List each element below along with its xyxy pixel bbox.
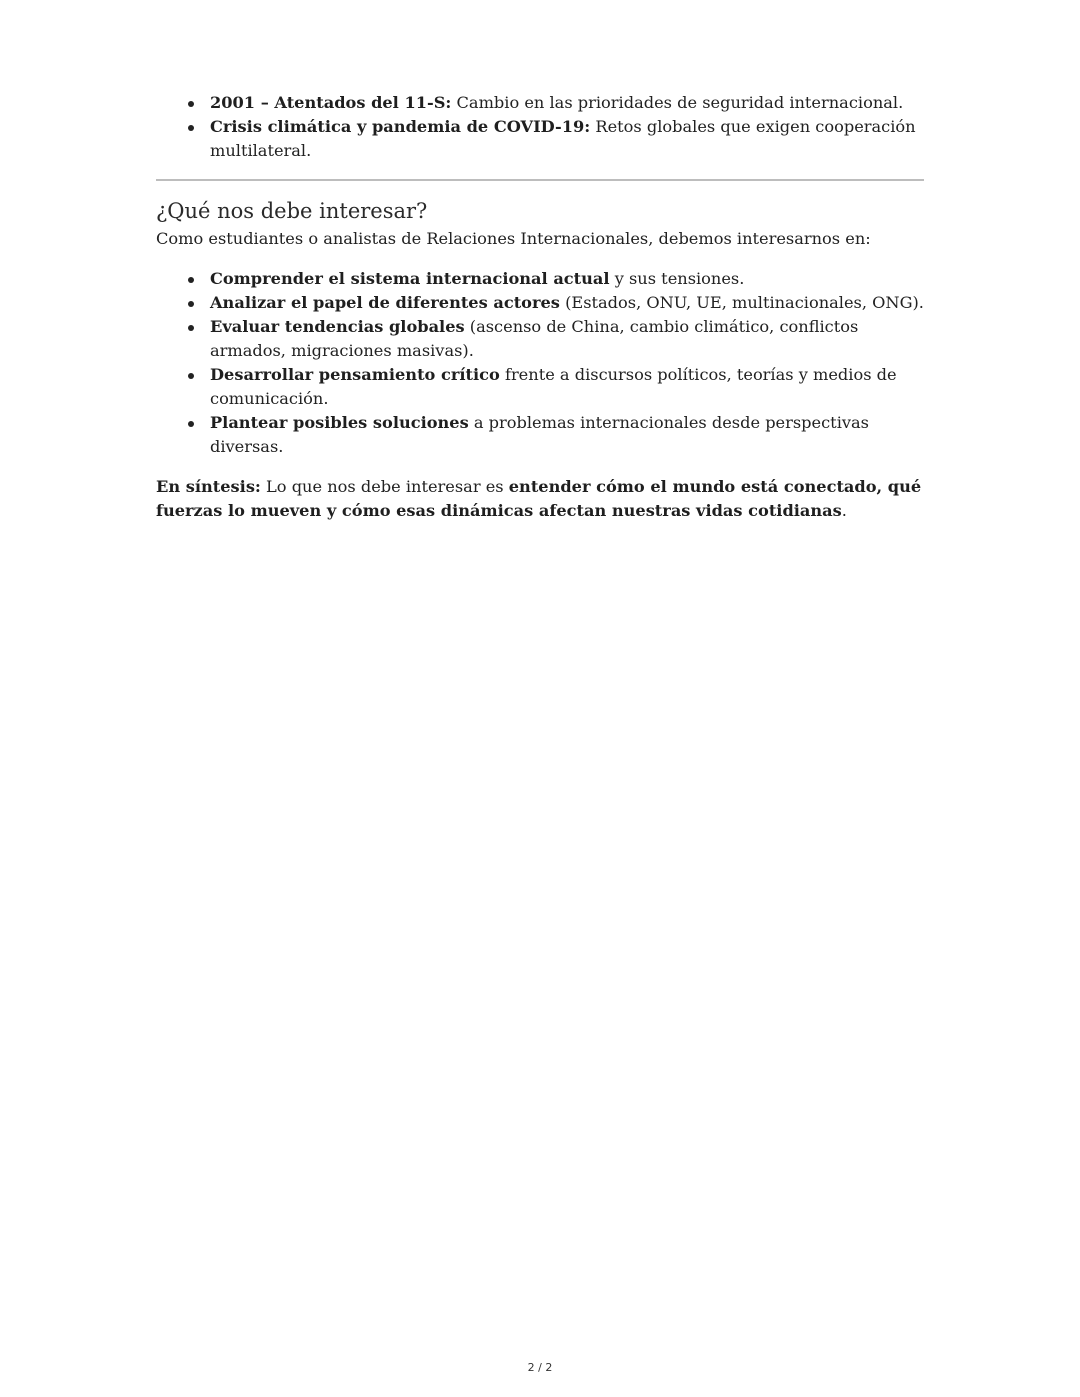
list-item [210,115,924,163]
item-bold: Comprender el sistema internacional actual [210,269,610,288]
item-bold: Plantear posibles soluciones [210,413,469,432]
events-list [156,91,924,163]
item-bold: Analizar el papel de diferentes actores [210,293,560,312]
item-text: Retos globales que exigen cooperación multilateral. [210,117,916,160]
item-bold: 2001 – Atentados del 11-S: [210,93,452,112]
item-text: frente a discursos políticos, teorías y medios de comunicación. [210,365,897,408]
item-text: y sus tensiones. [609,269,745,288]
list-item [210,91,924,115]
interests-list [156,267,924,459]
item-text: Cambio en las prioridades de seguridad internacional. [451,93,904,112]
list-item [210,315,924,363]
section-heading: ¿Qué nos debe interesar? [156,199,428,223]
item-bold: Crisis climática y pandemia de COVID-19: [210,117,591,136]
synthesis-bold: entender cómo el mundo está conectado, qué fuerzas lo mueven y cómo esas dinámicas afectan nuestras vidas cotidianas [156,477,922,520]
list-item [210,267,924,291]
list-item [210,411,924,459]
item-text: a problemas internacionales desde perspectivas diversas. [210,413,869,456]
document-body [156,91,924,523]
item-text: (Estados, ONU, UE, multinacionales, ONG). [559,293,924,312]
list-item [210,363,924,411]
synthesis-text: Lo que nos debe interesar es [260,477,509,496]
list-item [210,291,924,315]
synthesis-paragraph [156,475,924,523]
page-number: 2 / 2 [527,1361,553,1374]
synthesis-end: . [841,501,847,520]
section-intro: Como estudiantes o analistas de Relaciones Internacionales, debemos interesarnos en: [156,229,871,248]
divider [156,179,924,181]
item-bold: Evaluar tendencias globales [210,317,465,336]
item-bold: Desarrollar pensamiento crítico [210,365,500,384]
synthesis-label: En síntesis: [156,477,261,496]
item-text: (ascenso de China, cambio climático, conflictos armados, migraciones masivas). [210,317,859,360]
